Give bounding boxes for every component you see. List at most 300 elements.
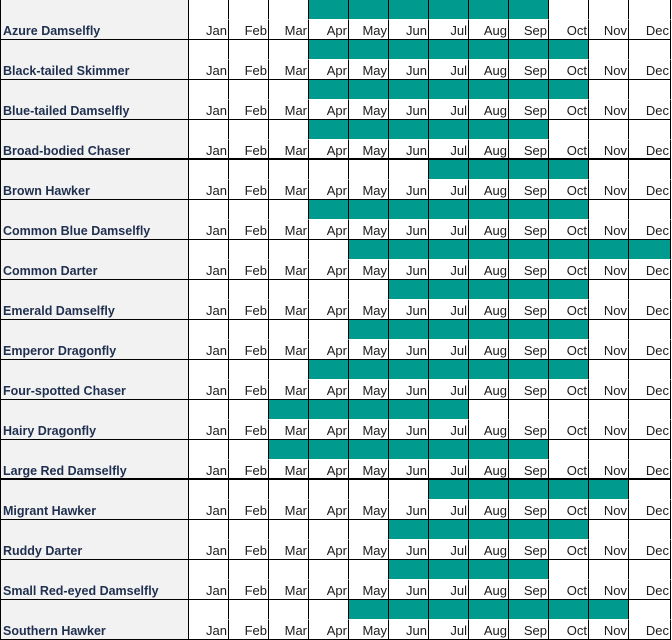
- table-border: [0, 0, 1, 640]
- flight-period-cell: [229, 0, 269, 20]
- flight-period-cell: [549, 280, 589, 300]
- flight-period-cell: [309, 120, 349, 140]
- flight-period-cell: [189, 440, 229, 460]
- month-label: Dec: [629, 380, 671, 400]
- month-label: Feb: [229, 380, 269, 400]
- flight-period-cell: [549, 80, 589, 100]
- month-label: Sep: [509, 260, 549, 280]
- flight-period-cell: [589, 400, 629, 420]
- month-label: Mar: [269, 540, 309, 560]
- flight-period-cell: [309, 240, 349, 260]
- flight-period-cell: [389, 160, 429, 180]
- flight-period-cell: [269, 520, 309, 540]
- flight-period-cell: [269, 160, 309, 180]
- month-label: Aug: [469, 100, 509, 120]
- flight-period-cell: [349, 600, 389, 620]
- month-label: Feb: [229, 580, 269, 600]
- month-label: Feb: [229, 260, 269, 280]
- flight-period-cell: [229, 560, 269, 580]
- flight-period-cell: [269, 320, 309, 340]
- flight-period-cell: [629, 520, 671, 540]
- month-label: Feb: [229, 460, 269, 480]
- month-label: Feb: [229, 100, 269, 120]
- month-label: Sep: [509, 340, 549, 360]
- month-label: May: [349, 580, 389, 600]
- month-label: Aug: [469, 580, 509, 600]
- month-label: Mar: [269, 340, 309, 360]
- flight-period-cell: [189, 200, 229, 220]
- flight-period-cell: [309, 360, 349, 380]
- month-label: Apr: [309, 380, 349, 400]
- flight-period-cell: [189, 160, 229, 180]
- flight-period-cell: [389, 320, 429, 340]
- month-label: Apr: [309, 220, 349, 240]
- month-label: Feb: [229, 300, 269, 320]
- flight-period-cell: [269, 280, 309, 300]
- flight-period-cell: [309, 480, 349, 500]
- species-row: [0, 80, 671, 120]
- month-label: Sep: [509, 420, 549, 440]
- flight-period-cell: [469, 440, 509, 460]
- flight-period-cell: [349, 200, 389, 220]
- month-label: Dec: [629, 100, 671, 120]
- month-label: Nov: [589, 20, 629, 40]
- month-label: Nov: [589, 620, 629, 640]
- month-label: Oct: [549, 380, 589, 400]
- month-label: Jan: [189, 420, 229, 440]
- month-label: Jan: [189, 620, 229, 640]
- month-label: Sep: [509, 180, 549, 200]
- month-label: Dec: [629, 460, 671, 480]
- month-label: Apr: [309, 260, 349, 280]
- month-label: Apr: [309, 460, 349, 480]
- month-label: Nov: [589, 460, 629, 480]
- flight-period-cell: [509, 0, 549, 20]
- flight-period-cell: [589, 80, 629, 100]
- flight-period-cell: [589, 280, 629, 300]
- flight-period-cell: [509, 360, 549, 380]
- month-label: Apr: [309, 140, 349, 160]
- flight-period-cell: [589, 0, 629, 20]
- month-label: Nov: [589, 180, 629, 200]
- flight-period-cell: [549, 520, 589, 540]
- flight-period-cell: [549, 440, 589, 460]
- flight-period-cell: [389, 80, 429, 100]
- flight-period-cell: [229, 600, 269, 620]
- species-row: [0, 560, 671, 600]
- month-label: Nov: [589, 540, 629, 560]
- month-label: Jan: [189, 500, 229, 520]
- month-label: May: [349, 140, 389, 160]
- month-label: Jun: [389, 20, 429, 40]
- flight-period-cell: [309, 440, 349, 460]
- flight-period-cell: [229, 520, 269, 540]
- flight-period-cell: [189, 40, 229, 60]
- month-label: Dec: [629, 580, 671, 600]
- month-label: May: [349, 540, 389, 560]
- month-label: Aug: [469, 60, 509, 80]
- flight-period-cell: [509, 520, 549, 540]
- flight-period-cell: [349, 320, 389, 340]
- month-label: May: [349, 380, 389, 400]
- month-label: Jan: [189, 380, 229, 400]
- flight-period-cell: [509, 280, 549, 300]
- month-label: Jun: [389, 140, 429, 160]
- month-label: Aug: [469, 620, 509, 640]
- month-label: Mar: [269, 60, 309, 80]
- flight-period-cell: [389, 400, 429, 420]
- month-label: Jul: [429, 140, 469, 160]
- species-row: [0, 520, 671, 560]
- month-label: Aug: [469, 460, 509, 480]
- flight-period-cell: [629, 320, 671, 340]
- flight-period-cell: [189, 0, 229, 20]
- flight-period-cell: [549, 0, 589, 20]
- flight-period-cell: [269, 40, 309, 60]
- month-label: Jun: [389, 340, 429, 360]
- flight-period-cell: [269, 480, 309, 500]
- flight-period-cell: [269, 200, 309, 220]
- month-label: Aug: [469, 500, 509, 520]
- flight-period-cell: [189, 600, 229, 620]
- flight-period-cell: [309, 400, 349, 420]
- flight-period-cell: [389, 560, 429, 580]
- flight-period-cell: [509, 400, 549, 420]
- flight-period-cell: [589, 160, 629, 180]
- flight-period-cell: [189, 80, 229, 100]
- month-label: Sep: [509, 460, 549, 480]
- month-label: Jun: [389, 500, 429, 520]
- month-label: Oct: [549, 220, 589, 240]
- flight-period-cell: [189, 320, 229, 340]
- month-label: Apr: [309, 580, 349, 600]
- flight-period-cell: [589, 40, 629, 60]
- flight-period-cell: [429, 440, 469, 460]
- month-label: Feb: [229, 340, 269, 360]
- flight-period-cell: [389, 0, 429, 20]
- month-label: Aug: [469, 220, 509, 240]
- flight-period-cell: [589, 120, 629, 140]
- species-row: [0, 240, 671, 280]
- month-label: Sep: [509, 60, 549, 80]
- flight-period-cell: [229, 40, 269, 60]
- flight-period-cell: [269, 240, 309, 260]
- month-label: Aug: [469, 180, 509, 200]
- flight-period-cell: [429, 360, 469, 380]
- species-name: Southern Hawker: [0, 600, 189, 640]
- flight-period-cell: [629, 360, 671, 380]
- flight-period-cell: [509, 80, 549, 100]
- species-row: [0, 600, 671, 640]
- flight-period-cell: [309, 160, 349, 180]
- month-label: Oct: [549, 420, 589, 440]
- flight-period-cell: [309, 320, 349, 340]
- flight-period-cell: [269, 400, 309, 420]
- month-label: May: [349, 20, 389, 40]
- species-name: Hairy Dragonfly: [0, 400, 189, 440]
- flight-period-cell: [389, 120, 429, 140]
- month-label: Apr: [309, 500, 349, 520]
- month-label: Dec: [629, 620, 671, 640]
- flight-period-cell: [269, 560, 309, 580]
- flight-period-cell: [629, 160, 671, 180]
- month-label: May: [349, 420, 389, 440]
- flight-period-cell: [309, 40, 349, 60]
- flight-period-cell: [589, 200, 629, 220]
- flight-period-cell: [349, 0, 389, 20]
- month-label: Dec: [629, 20, 671, 40]
- flight-period-cell: [309, 560, 349, 580]
- flight-period-cell: [269, 440, 309, 460]
- flight-period-cell: [389, 40, 429, 60]
- flight-period-cell: [349, 80, 389, 100]
- flight-period-cell: [389, 200, 429, 220]
- species-name: Brown Hawker: [0, 160, 189, 200]
- flight-period-cell: [229, 360, 269, 380]
- species-row: [0, 160, 671, 200]
- month-label: Oct: [549, 460, 589, 480]
- species-row: [0, 280, 671, 320]
- month-label: Aug: [469, 420, 509, 440]
- month-label: Mar: [269, 20, 309, 40]
- month-label: Jun: [389, 100, 429, 120]
- month-label: Jul: [429, 260, 469, 280]
- flight-period-cell: [629, 280, 671, 300]
- month-label: Sep: [509, 540, 549, 560]
- month-label: Jul: [429, 220, 469, 240]
- month-label: Mar: [269, 180, 309, 200]
- month-label: Jul: [429, 380, 469, 400]
- month-label: May: [349, 620, 389, 640]
- flight-period-cell: [229, 280, 269, 300]
- flight-period-cell: [189, 560, 229, 580]
- flight-period-cell: [589, 560, 629, 580]
- month-label: Jul: [429, 540, 469, 560]
- flight-period-cell: [469, 40, 509, 60]
- flight-period-cell: [629, 40, 671, 60]
- flight-period-cell: [349, 280, 389, 300]
- species-name: Ruddy Darter: [0, 520, 189, 560]
- month-label: Jun: [389, 180, 429, 200]
- flight-period-cell: [349, 400, 389, 420]
- month-label: Feb: [229, 20, 269, 40]
- flight-period-cell: [389, 520, 429, 540]
- flight-period-cell: [429, 240, 469, 260]
- flight-period-cell: [309, 200, 349, 220]
- month-label: Feb: [229, 60, 269, 80]
- month-label: Sep: [509, 580, 549, 600]
- species-row: [0, 40, 671, 80]
- month-label: Dec: [629, 180, 671, 200]
- species-name: Migrant Hawker: [0, 480, 189, 520]
- month-label: Dec: [629, 500, 671, 520]
- month-label: Jun: [389, 420, 429, 440]
- month-label: Oct: [549, 500, 589, 520]
- month-label: Oct: [549, 20, 589, 40]
- flight-period-cell: [589, 320, 629, 340]
- month-label: Sep: [509, 380, 549, 400]
- month-label: Jun: [389, 260, 429, 280]
- flight-period-cell: [429, 40, 469, 60]
- month-label: Apr: [309, 60, 349, 80]
- flight-period-cell: [509, 320, 549, 340]
- month-label: Jun: [389, 580, 429, 600]
- month-label: Feb: [229, 220, 269, 240]
- flight-period-cell: [269, 80, 309, 100]
- flight-period-cell: [349, 480, 389, 500]
- flight-period-cell: [509, 480, 549, 500]
- month-label: Feb: [229, 500, 269, 520]
- month-label: Jul: [429, 20, 469, 40]
- flight-period-cell: [389, 360, 429, 380]
- month-label: May: [349, 500, 389, 520]
- flight-period-cell: [349, 520, 389, 540]
- month-label: Feb: [229, 620, 269, 640]
- month-label: Jun: [389, 300, 429, 320]
- month-label: Jun: [389, 540, 429, 560]
- flight-period-cell: [589, 360, 629, 380]
- flight-period-cell: [509, 240, 549, 260]
- month-label: Mar: [269, 500, 309, 520]
- month-label: Feb: [229, 140, 269, 160]
- flight-period-cell: [469, 80, 509, 100]
- species-name: Common Blue Damselfly: [0, 200, 189, 240]
- flight-period-cell: [429, 320, 469, 340]
- month-label: Apr: [309, 100, 349, 120]
- flight-period-cell: [269, 120, 309, 140]
- flight-period-cell: [589, 240, 629, 260]
- flight-period-cell: [469, 480, 509, 500]
- month-label: Mar: [269, 460, 309, 480]
- flight-period-cell: [469, 280, 509, 300]
- flight-period-cell: [429, 160, 469, 180]
- species-row: [0, 200, 671, 240]
- flight-period-cell: [429, 560, 469, 580]
- flight-period-cell: [229, 400, 269, 420]
- flight-period-cell: [429, 200, 469, 220]
- flight-period-cell: [429, 520, 469, 540]
- flight-period-cell: [629, 240, 671, 260]
- month-label: Jan: [189, 300, 229, 320]
- species-row: [0, 400, 671, 440]
- flight-period-cell: [389, 480, 429, 500]
- flight-period-cell: [509, 200, 549, 220]
- flight-period-cell: [629, 600, 671, 620]
- flight-period-cell: [549, 480, 589, 500]
- flight-period-cell: [469, 600, 509, 620]
- month-label: Jul: [429, 100, 469, 120]
- month-label: Jul: [429, 300, 469, 320]
- month-label: Oct: [549, 60, 589, 80]
- flight-period-cell: [509, 40, 549, 60]
- month-label: May: [349, 100, 389, 120]
- flight-period-cell: [469, 160, 509, 180]
- flight-period-cell: [509, 560, 549, 580]
- month-label: May: [349, 60, 389, 80]
- flight-period-cell: [429, 280, 469, 300]
- month-label: Jan: [189, 540, 229, 560]
- flight-period-cell: [469, 320, 509, 340]
- flight-period-cell: [349, 160, 389, 180]
- species-name: Azure Damselfly: [0, 0, 189, 40]
- flight-period-cell: [629, 400, 671, 420]
- month-label: Jun: [389, 460, 429, 480]
- month-label: Dec: [629, 60, 671, 80]
- flight-period-cell: [389, 440, 429, 460]
- flight-period-cell: [429, 80, 469, 100]
- month-label: Oct: [549, 540, 589, 560]
- month-label: Dec: [629, 540, 671, 560]
- month-label: Jan: [189, 340, 229, 360]
- flight-period-cell: [549, 240, 589, 260]
- month-label: Dec: [629, 340, 671, 360]
- species-name: Emperor Dragonfly: [0, 320, 189, 360]
- flight-period-cell: [629, 560, 671, 580]
- flight-period-cell: [629, 440, 671, 460]
- flight-period-cell: [469, 120, 509, 140]
- flight-period-cell: [509, 120, 549, 140]
- month-label: Oct: [549, 140, 589, 160]
- flight-period-cell: [269, 0, 309, 20]
- flight-period-cell: [589, 600, 629, 620]
- flight-period-cell: [349, 40, 389, 60]
- flight-period-cell: [509, 160, 549, 180]
- month-label: Nov: [589, 60, 629, 80]
- flight-period-cell: [189, 240, 229, 260]
- month-label: Oct: [549, 580, 589, 600]
- month-label: Apr: [309, 420, 349, 440]
- month-label: Jul: [429, 340, 469, 360]
- month-label: Aug: [469, 140, 509, 160]
- flight-period-cell: [229, 160, 269, 180]
- month-label: Feb: [229, 180, 269, 200]
- month-label: Oct: [549, 180, 589, 200]
- month-label: Aug: [469, 540, 509, 560]
- month-label: Mar: [269, 620, 309, 640]
- month-label: May: [349, 180, 389, 200]
- flight-period-cell: [589, 520, 629, 540]
- species-row: [0, 0, 671, 40]
- species-row: [0, 480, 671, 520]
- month-label: Mar: [269, 420, 309, 440]
- flight-period-cell: [429, 480, 469, 500]
- species-name: Black-tailed Skimmer: [0, 40, 189, 80]
- flight-period-cell: [589, 480, 629, 500]
- month-label: Mar: [269, 580, 309, 600]
- flight-period-cell: [629, 0, 671, 20]
- month-label: Mar: [269, 260, 309, 280]
- month-label: Aug: [469, 380, 509, 400]
- flight-period-cell: [549, 360, 589, 380]
- month-label: Jul: [429, 180, 469, 200]
- flight-period-cell: [309, 520, 349, 540]
- month-label: Jul: [429, 620, 469, 640]
- month-label: Oct: [549, 620, 589, 640]
- flight-period-cell: [389, 240, 429, 260]
- flight-period-cell: [509, 600, 549, 620]
- month-label: Mar: [269, 380, 309, 400]
- month-label: Jan: [189, 180, 229, 200]
- month-label: Dec: [629, 420, 671, 440]
- flight-period-cell: [469, 520, 509, 540]
- month-label: Nov: [589, 380, 629, 400]
- flight-period-cell: [229, 440, 269, 460]
- month-label: Jan: [189, 60, 229, 80]
- species-row: [0, 120, 671, 160]
- flight-period-cell: [349, 560, 389, 580]
- month-label: Nov: [589, 260, 629, 280]
- month-label: Jul: [429, 460, 469, 480]
